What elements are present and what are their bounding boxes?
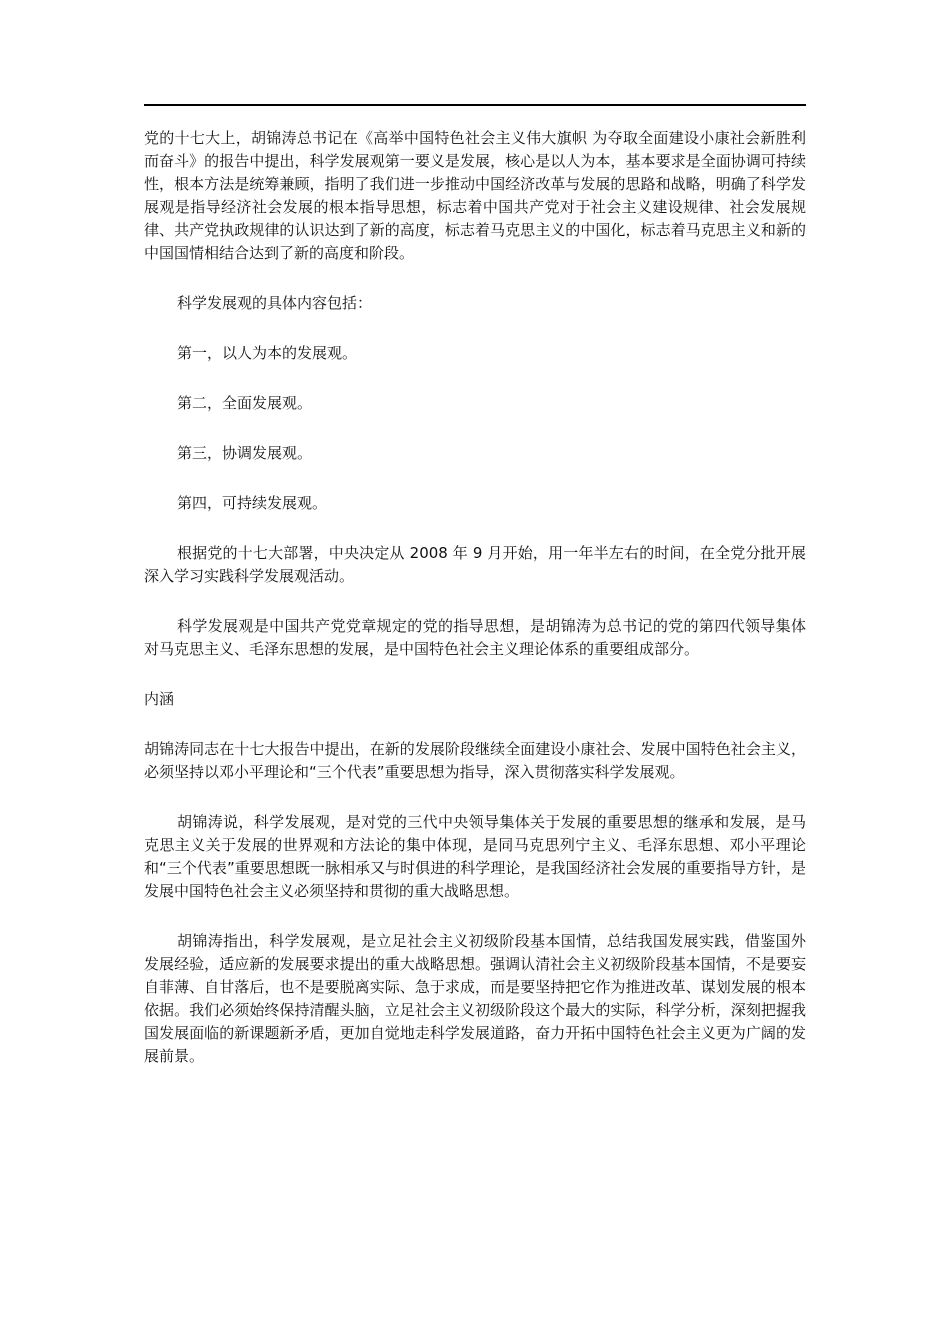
paragraph-point-two: 第二，全面发展观。	[177, 394, 313, 412]
paragraph-deployment: 根据党的十七大部署，中央决定从 2008 年 9 月开始，用一年半左右的时间，在全党分批开展深入学习实践科学发展观活动。	[144, 544, 806, 585]
paragraph-national-conditions: 胡锦涛指出，科学发展观，是立足社会主义初级阶段基本国情，总结我国发展实践，借鉴国外发展经验，适应新的发展要求提出的重大战略思想。强调认清社会主义初级阶段基本国情，不是要妄自菲薄、自甘落后，也不是要脱离实际、急于求成，而是要坚持把它作为推进改革、谋划发展的根本依据。我们必须始终保持清醒头脑，立足社会主义初级阶段这个最大的实际，科学分析，深刻把握我国发展面临的新课题新矛盾，更加自觉地走科学发展道路，奋力开拓中国特色社会主义更为广阔的发展前景。	[144, 932, 806, 1065]
header-rule	[144, 104, 806, 106]
paragraph-point-three: 第三，协调发展观。	[177, 444, 313, 462]
paragraph-opening: 党的十七大上，胡锦涛总书记在《高举中国特色社会主义伟大旗帜 为夺取全面建设小康社会新胜利而奋斗》的报告中提出，科学发展观第一要义是发展，核心是以人为本，基本要求是全面协调可持续性，根本方法是统筹兼顾，指明了我们进一步推动中国经济改革与发展的思路和战略，明确了科学发展观是指导经济社会发展的根本指导思想，标志着中国共产党对于社会主义建设规律、社会发展规律、共产党执政规律的认识达到了新的高度，标志着马克思主义的中国化，标志着马克思主义和新的中国国情相结合达到了新的高度和阶段。	[144, 129, 806, 262]
paragraph-content-intro: 科学发展观的具体内容包括：	[177, 294, 373, 312]
paragraph-point-one: 第一，以人为本的发展观。	[177, 344, 358, 362]
section-heading-connotation: 内涵	[144, 690, 175, 708]
paragraph-guiding-thought: 科学发展观是中国共产党党章规定的党的指导思想，是胡锦涛为总书记的党的第四代领导集体对马克思主义、毛泽东思想的发展，是中国特色社会主义理论体系的重要组成部分。	[144, 617, 806, 658]
paragraph-inheritance: 胡锦涛说，科学发展观，是对党的三代中央领导集体关于发展的重要思想的继承和发展，是马克思主义关于发展的世界观和方法论的集中体现，是同马克思列宁主义、毛泽东思想、邓小平理论和“三个代表”重要思想既一脉相承又与时俱进的科学理论，是我国经济社会发展的重要指导方针，是发展中国特色社会主义必须坚持和贯彻的重大战略思想。	[144, 813, 806, 900]
paragraph-seventeenth-congress: 胡锦涛同志在十七大报告中提出，在新的发展阶段继续全面建设小康社会、发展中国特色社会主义，必须坚持以邓小平理论和“三个代表”重要思想为指导，深入贯彻落实科学发展观。	[144, 740, 806, 781]
document-body	[144, 127, 806, 1068]
paragraph-point-four: 第四，可持续发展观。	[177, 494, 328, 512]
